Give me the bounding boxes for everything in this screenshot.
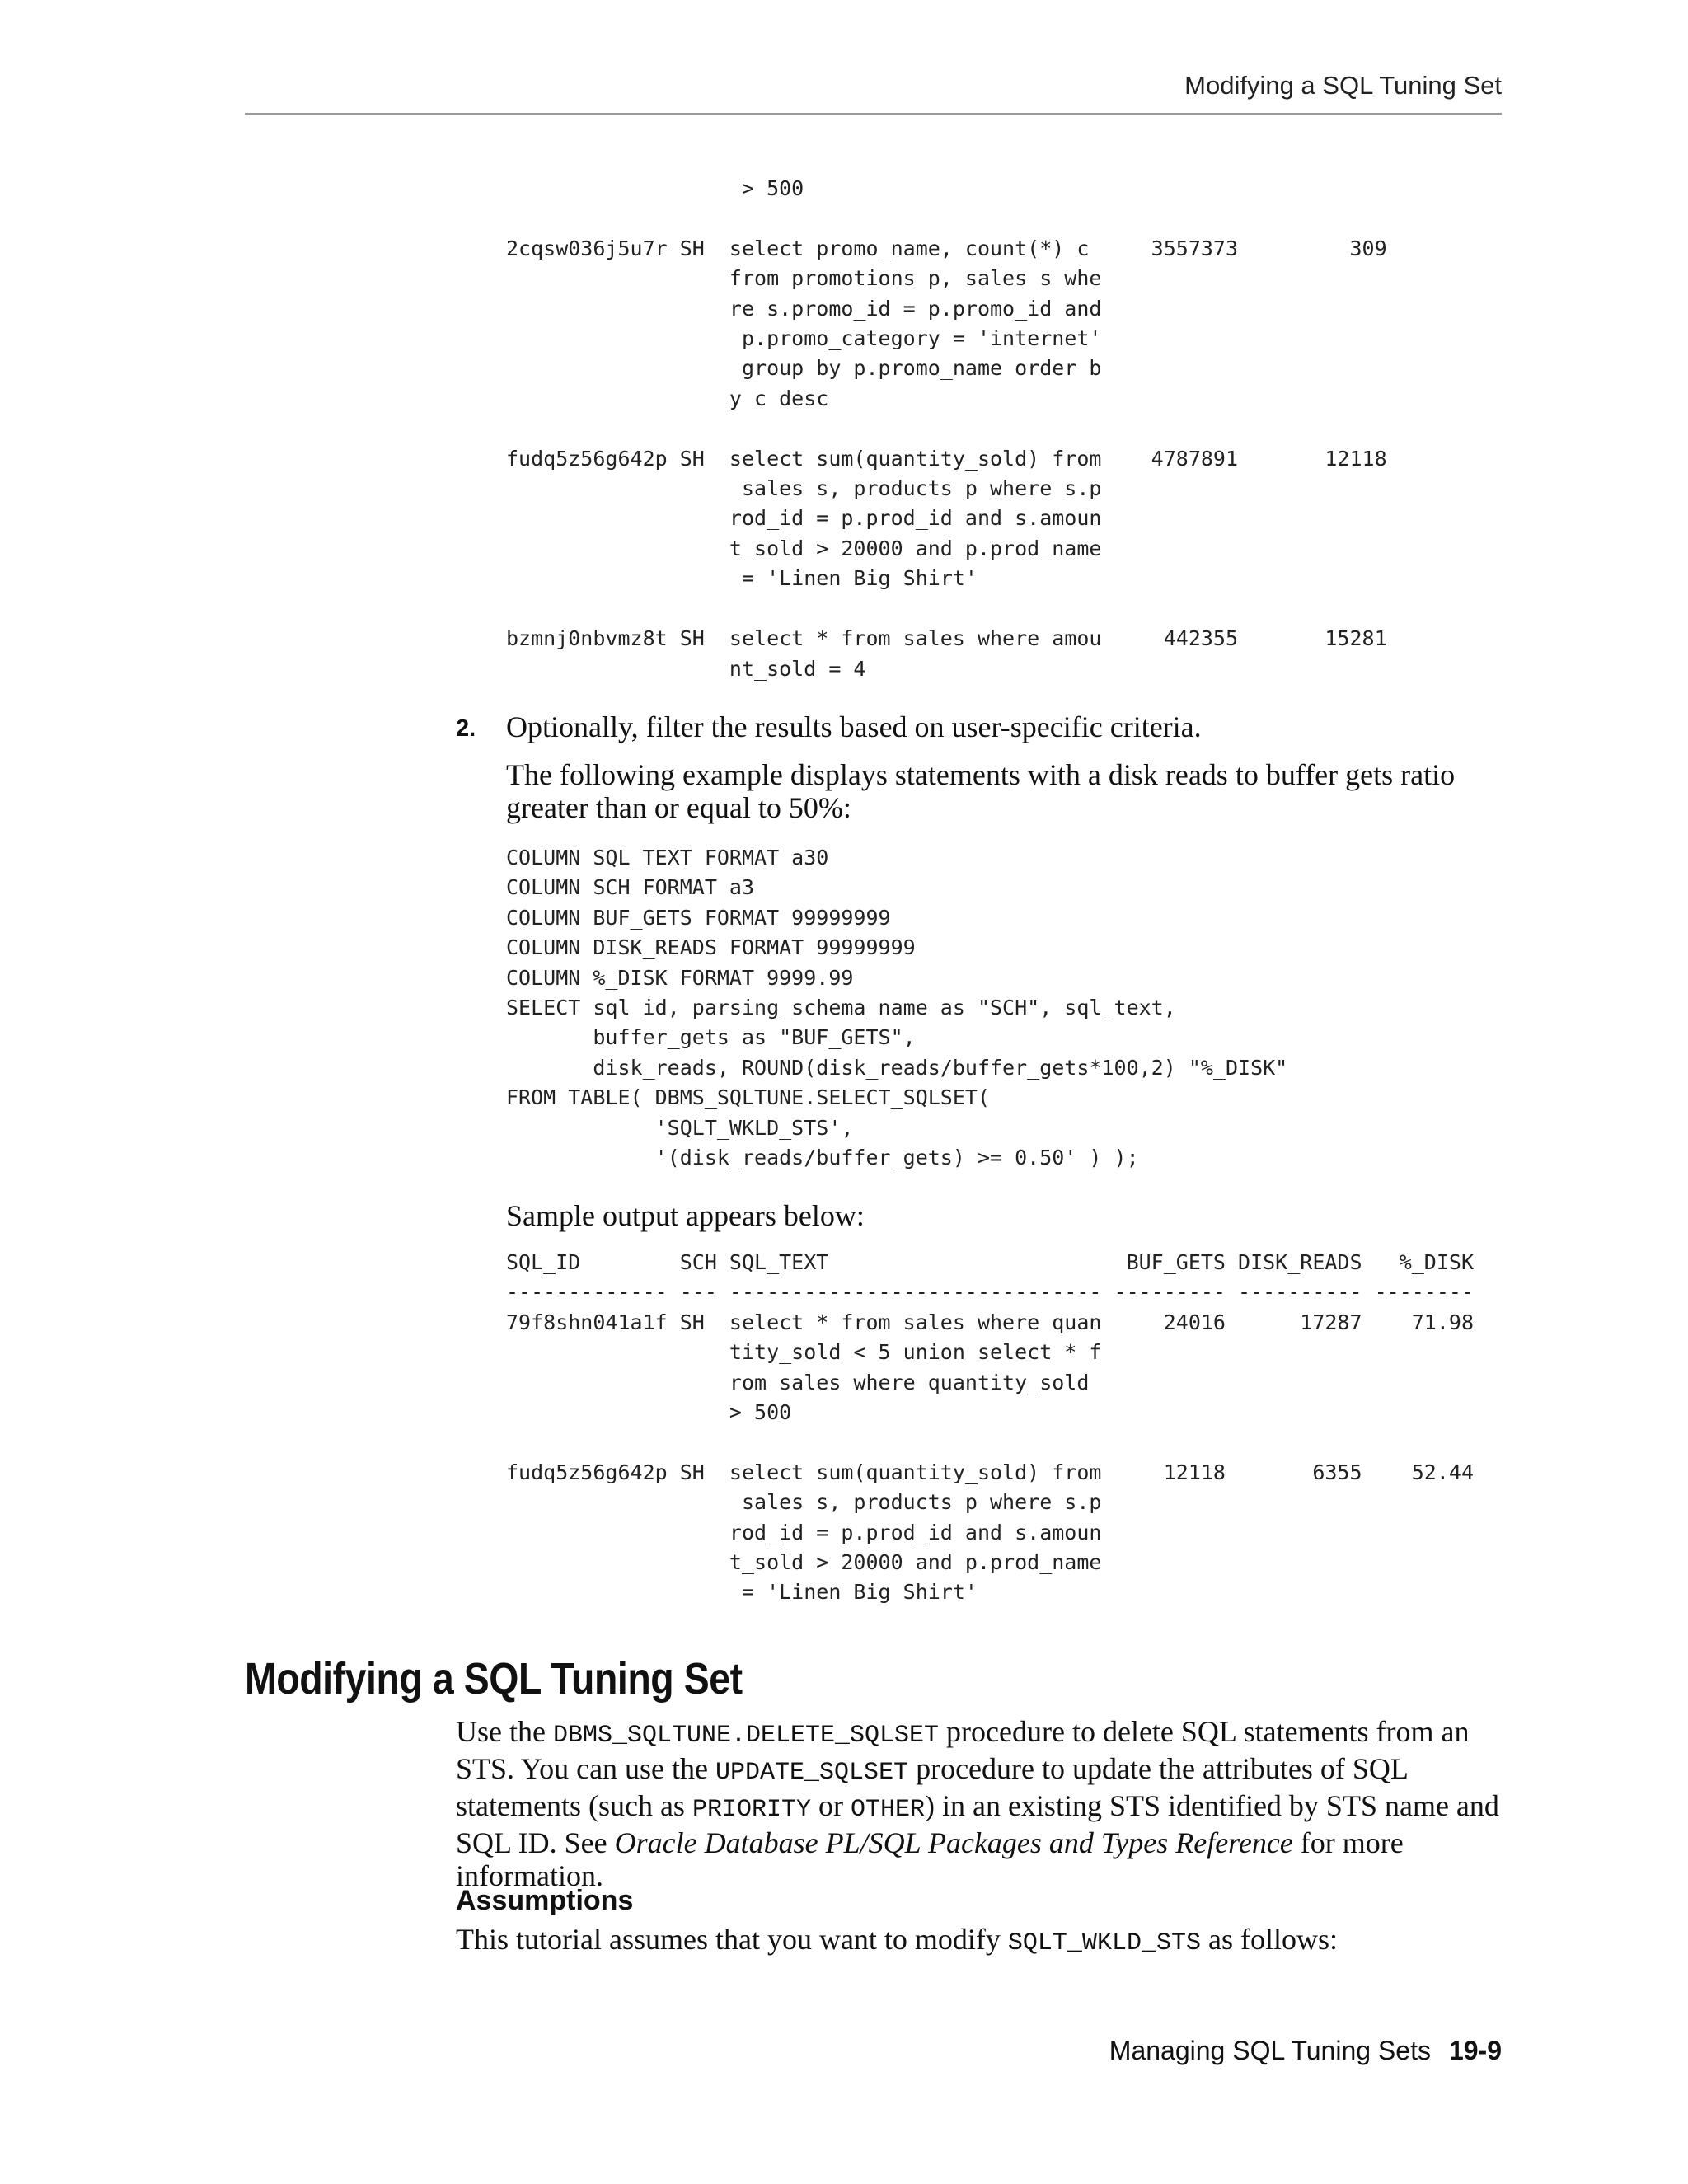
code-update-sqlset: UPDATE_SQLSET [715,1759,909,1787]
page-footer [0,2036,1502,2066]
filter-code-block: COLUMN SQL_TEXT FORMAT a30 COLUMN SCH FORMAT a3 COLUMN BUF_GETS FORMAT 99999999 COLUMN DISK_READS FORMAT 99999999 COLUMN %_DISK FORMAT 9999.99 SELECT sql_id, parsing_schema_name as "SCH", sql_text, buffer_gets as "BUF_GETS", disk_reads, ROUND(disk_reads/buffer_gets*100,2) "%_DISK" FROM TABLE( DBMS_SQLTUNE.SELECT_SQLSET( 'SQLT_WKLD_STS', '(disk_reads/buffer_gets) >= 0.50' ) ); [506,846,1288,1170]
code-other: OTHER [850,1796,925,1824]
running-header: Modifying a SQL Tuning Set [1184,71,1502,100]
section-paragraph: Use the DBMS_SQLTUNE.DELETE_SQLSET procedure to delete SQL statements from an STS. You can use the UPDATE_SQLSET procedure to update the attributes of SQL statements (such as PRIORITY or OTHER) in an existing STS identified by STS name and SQL ID. See Oracle Database PL/SQL Packages and Types Reference for more information. [456,1715,1499,1892]
page-number: 19-9 [1448,2036,1502,2065]
code-priority: PRIORITY [692,1796,811,1824]
sample-output-block: SQL_ID SCH SQL_TEXT BUF_GETS DISK_READS %_DISK ------------- --- ------------------------------ --------- ---------- -------- 79f8shn041a1f SH select * from sales where quan 24016 17287 71.98 tity_sold < 5 union select * f rom sales where quantity_sold > 500 fudq5z56g642p SH select sum(quantity_sold) from 12118 6355 52.44 sales s, products p where s.p rod_id = p.prod_id and s.amoun t_sold > 20000 and p.prod_name = 'Linen Big Shirt' [506,1250,1474,1605]
code-output-continued: > 500 2cqsw036j5u7r SH select promo_name, count(*) c 3557373 309 from promotions p, sales s whe re s.promo_id = p.promo_id and p.promo_category = 'internet' group by p.promo_name order b y c desc fudq5z56g642p SH select sum(quantity_sold) from 4787891 12118 sales s, products p where s.p rod_id = p.prod_id and s.amoun t_sold > 20000 and p.prod_name = 'Linen Big Shirt' bzmnj0nbvmz8t SH select * from sales where amou 442355 15281 nt_sold = 4 [506,176,1387,681]
assumption-text: This tutorial assumes that you want to modify SQLT_WKLD_STS as follows: [456,1923,1338,1957]
code-sts-name: SQLT_WKLD_STS [1007,1929,1201,1957]
step-text: Optionally, filter the results based on user-specific criteria. [506,710,1202,743]
sample-output-intro: Sample output appears below: [506,1199,865,1232]
assumptions-heading: Assumptions [456,1885,634,1916]
reference-link[interactable]: Oracle Database PL/SQL Packages and Types Reference [614,1826,1293,1859]
footer-chapter: Managing SQL Tuning Sets [1109,2036,1431,2065]
header-rule [245,113,1502,115]
step-description: The following example displays statements with a disk reads to buffer gets ratio greater than or equal to 50%: [506,758,1456,824]
step-number: 2. [456,715,476,742]
section-title: Modifying a SQL Tuning Set [245,1654,743,1704]
code-delete-sqlset: DBMS_SQLTUNE.DELETE_SQLSET [552,1722,940,1750]
